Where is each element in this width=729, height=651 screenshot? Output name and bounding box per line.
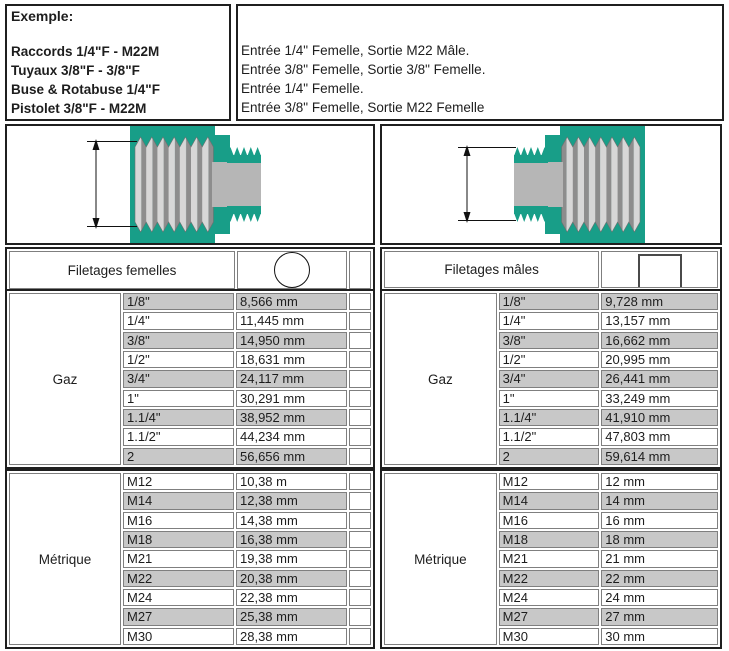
size-cell: 3/8" — [499, 332, 600, 349]
value-cell: 30 mm — [601, 628, 718, 645]
table-row — [384, 293, 718, 310]
value-cell: 13,157 mm — [601, 312, 718, 329]
entry-line: Entrée 1/4" Femelle. — [241, 81, 364, 96]
value-cell: 16 mm — [601, 512, 718, 529]
table-row — [9, 293, 371, 310]
size-cell: 3/8" — [123, 332, 234, 349]
size-cell: 1/8" — [499, 293, 600, 310]
female-fitting-drawing — [7, 126, 373, 243]
value-cell: 30,291 mm — [236, 390, 347, 407]
example-line: Buse & Rotabuse 1/4"F — [11, 82, 160, 97]
example-line: Tuyaux 3/8"F - 3/8"F — [11, 63, 140, 78]
value-cell: 41,910 mm — [601, 409, 718, 426]
size-cell: M30 — [123, 628, 234, 645]
size-cell: 1.1/4" — [123, 409, 234, 426]
spare-cell — [349, 589, 371, 606]
spare-cell — [349, 608, 371, 625]
value-cell: 16,662 mm — [601, 332, 718, 349]
value-cell: 26,441 mm — [601, 370, 718, 387]
spare-cell — [349, 550, 371, 567]
dimension-arrow — [458, 145, 516, 223]
size-cell: M18 — [499, 531, 600, 548]
dimension-arrow — [87, 139, 137, 229]
value-cell: 20,38 mm — [236, 570, 347, 587]
value-cell: 14,950 mm — [236, 332, 347, 349]
size-cell: M24 — [123, 589, 234, 606]
value-cell: 44,234 mm — [236, 428, 347, 445]
value-cell: 12,38 mm — [236, 492, 347, 509]
spare-cell — [349, 531, 371, 548]
value-cell: 8,566 mm — [236, 293, 347, 310]
spare-cell — [349, 448, 371, 465]
size-cell: M22 — [123, 570, 234, 587]
size-cell: M27 — [499, 608, 600, 625]
size-cell: 1/8" — [123, 293, 234, 310]
value-cell: 9,728 mm — [601, 293, 718, 310]
size-cell: M12 — [123, 473, 234, 490]
value-cell: 16,38 mm — [236, 531, 347, 548]
value-cell: 21 mm — [601, 550, 718, 567]
table-row — [384, 473, 718, 490]
size-cell: 1.1/2" — [499, 428, 600, 445]
spare-cell — [349, 390, 371, 407]
spare-cell — [349, 312, 371, 329]
spare-cell — [349, 351, 371, 368]
example-lines — [11, 42, 225, 118]
spare-cell — [349, 492, 371, 509]
size-cell: 2 — [123, 448, 234, 465]
category-cell: Gaz — [384, 293, 497, 465]
value-cell: 14 mm — [601, 492, 718, 509]
male-metric-table — [380, 469, 722, 649]
value-cell: 24,117 mm — [236, 370, 347, 387]
value-cell: 12 mm — [601, 473, 718, 490]
value-cell: 22 mm — [601, 570, 718, 587]
category-cell: Métrique — [9, 473, 121, 645]
size-cell: 1.1/4" — [499, 409, 600, 426]
female-symbol-cell — [237, 251, 347, 289]
table-row — [9, 473, 371, 490]
value-cell: 59,614 mm — [601, 448, 718, 465]
male-gaz-table — [380, 289, 722, 469]
entry-line: Entrée 3/8" Femelle, Sortie M22 Femelle — [241, 100, 485, 115]
size-cell: M14 — [499, 492, 600, 509]
value-cell: 14,38 mm — [236, 512, 347, 529]
value-cell: 27 mm — [601, 608, 718, 625]
value-cell: 24 mm — [601, 589, 718, 606]
value-cell: 18 mm — [601, 531, 718, 548]
open-square-icon — [638, 254, 682, 287]
size-cell: 2 — [499, 448, 600, 465]
entry-line: Entrée 1/4" Femelle, Sortie M22 Mâle. — [241, 43, 470, 58]
size-cell: M21 — [123, 550, 234, 567]
value-cell: 20,995 mm — [601, 351, 718, 368]
spare-cell — [349, 332, 371, 349]
spare-cell — [349, 570, 371, 587]
value-cell: 38,952 mm — [236, 409, 347, 426]
entries-box — [236, 4, 724, 121]
female-header-label: Filetages femelles — [9, 251, 235, 289]
entry-line: Entrée 3/8" Femelle, Sortie 3/8" Femelle. — [241, 62, 486, 77]
value-cell: 25,38 mm — [236, 608, 347, 625]
category-cell: Gaz — [9, 293, 121, 465]
size-cell: 1" — [499, 390, 600, 407]
size-cell: 1/4" — [123, 312, 234, 329]
spare-cell — [349, 628, 371, 645]
male-fitting-diagram-cell — [380, 124, 722, 245]
example-line: Pistolet 3/8"F - M22M — [11, 101, 147, 116]
category-cell: Métrique — [384, 473, 497, 645]
size-cell: 3/4" — [123, 370, 234, 387]
size-cell: M21 — [499, 550, 600, 567]
value-cell: 56,656 mm — [236, 448, 347, 465]
female-header-table — [5, 247, 375, 293]
female-gaz-table — [5, 289, 375, 469]
value-cell: 47,803 mm — [601, 428, 718, 445]
male-header-label: Filetages mâles — [384, 251, 599, 288]
spare-cell — [349, 251, 371, 289]
male-symbol-cell — [601, 251, 718, 288]
size-cell: M30 — [499, 628, 600, 645]
size-cell: 3/4" — [499, 370, 600, 387]
spare-cell — [349, 293, 371, 310]
value-cell: 19,38 mm — [236, 550, 347, 567]
size-cell: M24 — [499, 589, 600, 606]
spare-cell — [349, 512, 371, 529]
value-cell: 28,38 mm — [236, 628, 347, 645]
size-cell: 1/2" — [123, 351, 234, 368]
example-title: Exemple: — [11, 8, 74, 24]
size-cell: 1.1/2" — [123, 428, 234, 445]
value-cell: 11,445 mm — [236, 312, 347, 329]
female-metric-table — [5, 469, 375, 649]
size-cell: M22 — [499, 570, 600, 587]
spare-cell — [349, 370, 371, 387]
male-fitting-drawing — [382, 126, 720, 243]
spare-cell — [349, 473, 371, 490]
size-cell: 1/2" — [499, 351, 600, 368]
value-cell: 33,249 mm — [601, 390, 718, 407]
size-cell: M27 — [123, 608, 234, 625]
size-cell: 1/4" — [499, 312, 600, 329]
value-cell: 18,631 mm — [236, 351, 347, 368]
male-header-table — [380, 247, 722, 292]
value-cell: 22,38 mm — [236, 589, 347, 606]
spare-cell — [349, 428, 371, 445]
example-box — [5, 4, 231, 121]
female-fitting-diagram-cell — [5, 124, 375, 245]
size-cell: M12 — [499, 473, 600, 490]
size-cell: M16 — [123, 512, 234, 529]
size-cell: M18 — [123, 531, 234, 548]
circle-icon — [274, 252, 310, 288]
spare-cell — [349, 409, 371, 426]
size-cell: 1" — [123, 390, 234, 407]
size-cell: M16 — [499, 512, 600, 529]
value-cell: 10,38 m — [236, 473, 347, 490]
size-cell: M14 — [123, 492, 234, 509]
example-line: Raccords 1/4"F - M22M — [11, 44, 160, 59]
